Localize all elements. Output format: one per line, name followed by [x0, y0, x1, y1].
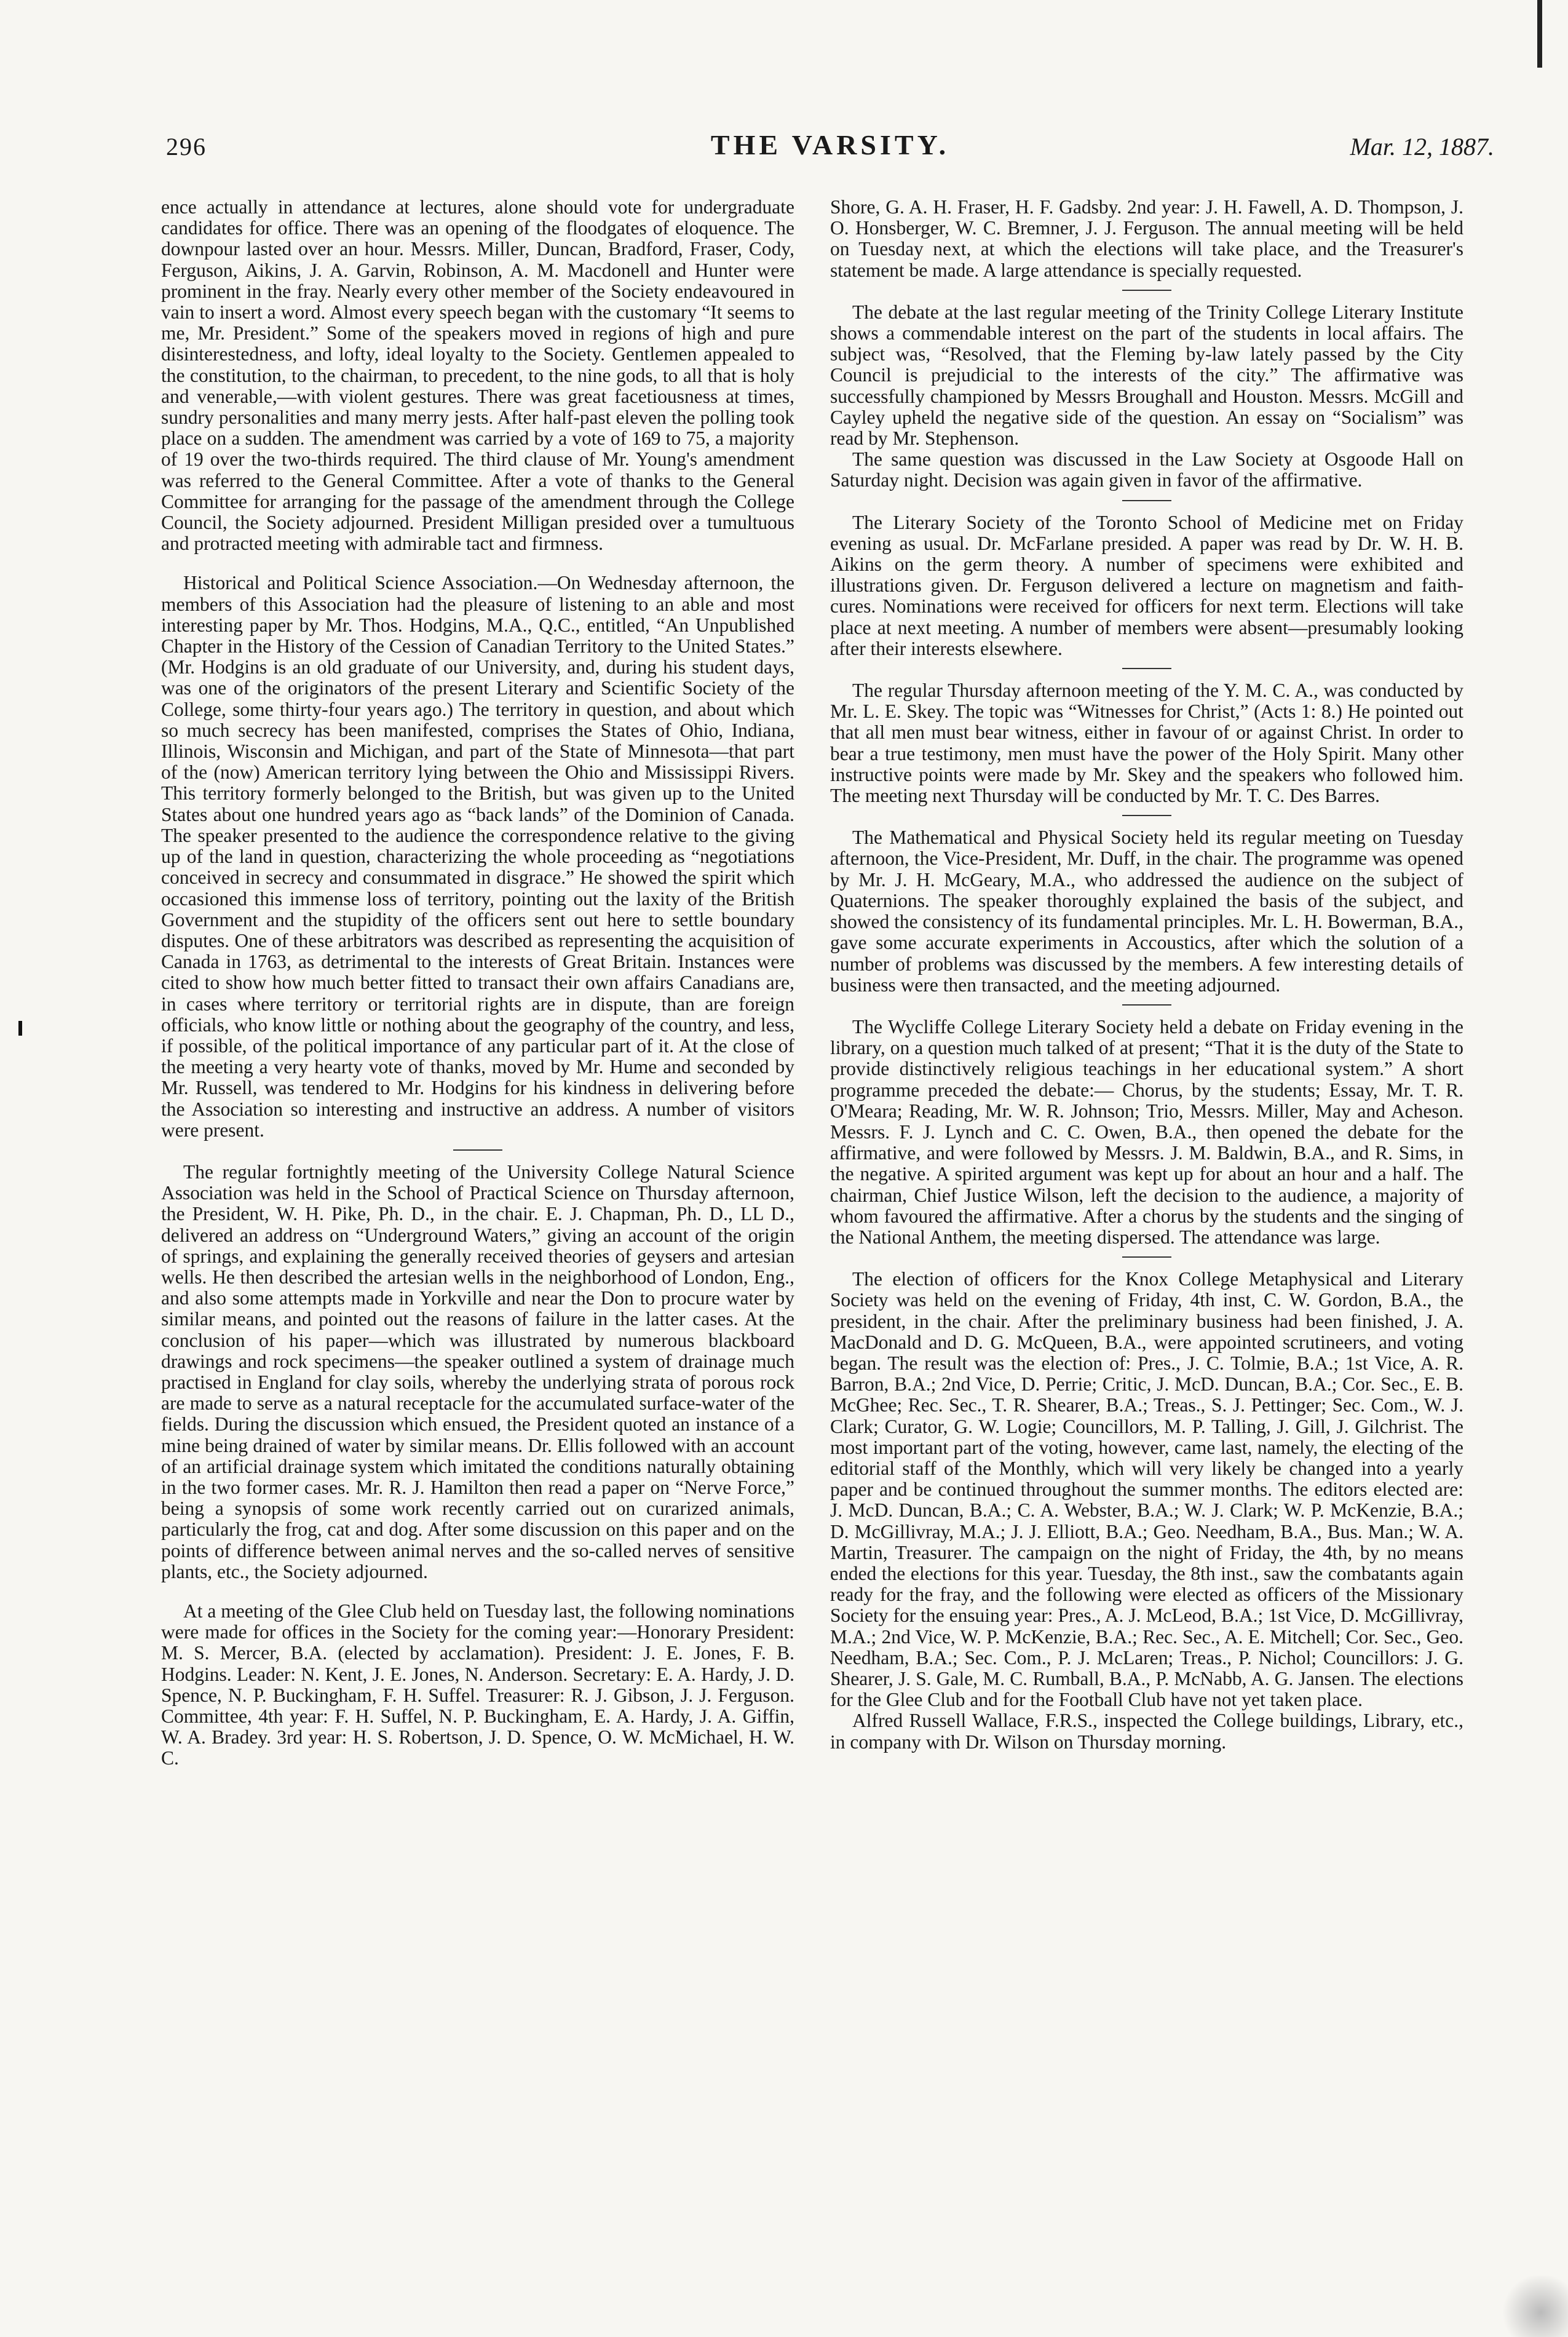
paragraph-glee-club-continued: Shore, G. A. H. Fraser, H. F. Gadsby. 2nd year: J. H. Fawell, A. D. Thompson, J. O. Honsberger, W. C. Bremner, J. J. Ferguson. The annual meeting will be held on Tuesday next, at which the elections will take place, and the Treasurer's statement be made. A large attendance is specially requested. — [830, 196, 1463, 281]
paragraph-school-of-medicine: The Literary Society of the Toronto School of Medicine met on Friday evening as usual. Dr. McFarlane presided. A paper was read by Dr. W. H. B. Aikins on the germ theory. A number of specimens were exhibited and illustrations given. Dr. Ferguson delivered a lecture on magnetism and faith-cures. Nominations were received for officers for next term. Elections will take place at next meeting. A number of members were absent—presumably looking after their interests elsewhere. — [830, 511, 1463, 659]
paragraph-mathematical-physical-society: The Mathematical and Physical Society held its regular meeting on Tuesday afternoon, the Vice-President, Mr. Duff, in the chair. The programme was opened by Mr. J. H. McGeary, M.A., who addressed the audience on the subject of Quaternions. The speaker thoroughly explained the basis of the subject, and showed the consistency of its fundamental principles. Mr. L. H. Bowerman, B.A., gave some accurate experiments in Accoustics, after which the solution of a number of problems was discussed by the members. A few interesting details of business were then transacted, and the meeting adjourned. — [830, 827, 1463, 996]
paragraph-knox-college-elections: The election of officers for the Knox College Metaphysical and Literary Society was held on the evening of Friday, 4th inst, C. W. Gordon, B.A., the president, in the chair. After the preliminary business had been finished, J. A. MacDonald and D. G. McQueen, B.A., were appointed scrutineers, and voting began. The result was the election of: Pres., J. C. Tolmie, B.A.; 1st Vice, A. R. Barron, B.A.; 2nd Vice, D. Perrie; Critic, J. McD. Duncan, B.A.; Cor. Sec., E. B. McGhee; Rec. Sec., T. R. Shearer, B.A.; Treas., S. J. Pettinger; Sec. Com., W. J. Clark; Curator, G. W. Logie; Councillors, M. P. Talling, J. Gill, J. Gilchrist. The most important part of the voting, however, came last, namely, the electing of the editorial staff of the Monthly, which will very likely be changed into a yearly paper and be continued throughout the summer months. The editors elected are: J. McD. Duncan, B.A.; C. A. Webster, B.A.; W. J. Clark; W. P. McKenzie, B.A.; D. McGillivray, M.A.; J. J. Elliott, B.A.; Geo. Needham, B.A., Bus. Man.; W. A. Martin, Treasurer. The campaign on the night of Friday, the 4th, by no means ended the elections for this year. Tuesday, the 8th inst., saw the combatants again ready for the fray, and the following were elected as officers of the Missionary Society for the ensuing year: Pres., A. J. McLeod, B.A.; 1st Vice, D. McGillivray, M.A.; 2nd Vice, W. P. McKenzie, B.A.; Rec. Sec., A. E. Mitchell; Cor. Sec., Geo. Needham, B.A.; Sec. Com., P. J. McLaren; Treas., P. Nichol; Councillors: J. G. Shearer, J. S. Gale, M. C. Rumball, B.A., P. McNabb, A. G. Jansen. The elections for the Glee Club and for the Football Club have not yet taken place. — [830, 1268, 1463, 1711]
paragraph-wycliffe-college-debate: The Wycliffe College Literary Society held a debate on Friday evening in the library, on a question much talked of at present; “That it is the duty of the State to provide distinctively religious teachings in her educational system.” A short programme preceded the debate:— Chorus, by the students; Essay, Mr. T. R. O'Meara; Reading, Mr. W. R. Johnson; Trio, Messrs. Miller, May and Acheson. Messrs. F. J. Lynch and C. C. Owen, B.A., then opened the debate for the affirmative, and were followed by Messrs. J. M. Baldwin, B.A., and R. Sims, in the negative. A spirited argument was kept up for about an hour and a half. The chairman, Chief Justice Wilson, left the decision to the audience, a majority of whom favoured the affirmative. After a chorus by the students and the singing of the National Anthem, the meeting dispersed. The attendance was large. — [830, 1015, 1463, 1248]
section-divider — [1122, 1004, 1171, 1006]
page-header — [166, 129, 1494, 169]
margin-mark — [18, 1021, 22, 1036]
section-divider — [1122, 1256, 1171, 1258]
section-divider — [1122, 500, 1171, 501]
section-divider — [1122, 290, 1171, 291]
section-divider — [453, 1149, 502, 1151]
section-divider — [1122, 668, 1171, 669]
paragraph-ymca-meeting: The regular Thursday afternoon meeting of the Y. M. C. A., was conducted by Mr. L. E. Skey. The topic was “Witnesses for Christ,” (Acts 1: 8.) He pointed out that all men must bear witness, either in favour of or against Christ. In order to bear a true testimony, men must have the power of the Holy Spirit. Many other instructive points were made by Mr. Skey and the speakers who followed him. The meeting next Thursday will be conducted by Mr. T. C. Des Barres. — [830, 680, 1463, 807]
page-number: 296 — [166, 133, 207, 161]
right-column — [830, 197, 1463, 1753]
journal-title: THE VARSITY. — [710, 129, 950, 161]
paragraph-historical-political-science: Historical and Political Science Association.—On Wednesday afternoon, the members of this Association had the pleasure of listening to an able and most interesting paper by Mr. Thos. Hodgins, M.A., Q.C., entitled, “An Unpublished Chapter in the History of the Cession of Canadian Territory to the United States.” (Mr. Hodgins is an old graduate of our University, and, during his student days, was one of the originators of the present Literary and Scientific Society of the College, some thirty-four years ago.) The territory in question, and about which so much secrecy has been manifested, comprises the States of Ohio, Indiana, Illinois, Wisconsin and Michigan, and part of the State of Minnesota—that part of the (now) American territory lying between the Ohio and Mississippi Rivers. This territory formerly belonged to the British, but was given up to the United States about one hundred years ago as “back lands” of the Dominion of Canada. The speaker presented to the audience the correspondence relative to the giving up of the land in question, characterizing the whole proceeding as “negotiations conceived in secrecy and consummated in disgrace.” He showed the spirit which occasioned this immense loss of territory, pointing out the laxity of the British Government and the stupidity of the officers sent out here to settle boundary disputes. One of these arbitrators was described as representing the acquisition of Canada in 1763, as detrimental to the interests of Great Britain. Instances were cited to show how much better fitted to transact their own affairs Canadians are, in cases where territory or territorial rights are in dispute, than are foreign officials, who know little or nothing about the geography of the country, and less, if possible, of the political importance of any particular part of it. At the close of the meeting a very hearty vote of thanks, moved by Mr. Hume and seconded by Mr. Russell, was tendered to Mr. Hodgins for his kindness in delivering before the Association so interesting and instructive an address. A number of visitors were present. — [161, 572, 794, 1141]
paragraph-law-society: The same question was discussed in the Law Society at Osgoode Hall on Saturday night. Decision was again given in favor of the affirmative. — [830, 448, 1463, 491]
scan-edge-mark — [1537, 0, 1542, 68]
left-column — [161, 197, 794, 1769]
paragraph-literary-society-debate: ence actually in attendance at lectures, alone should vote for undergraduate candidates for office. There was an opening of the floodgates of eloquence. The downpour lasted over an hour. Messrs. Miller, Duncan, Bradford, Fraser, Cody, Ferguson, Aikins, J. A. Garvin, Robinson, A. M. Macdonell and Hunter were prominent in the fray. Nearly every other member of the Society endeavoured in vain to insert a word. Almost every speech began with the customary “It seems to me, Mr. President.” Some of the speakers moved in regions of high and pure disinterestedness, and lofty, ideal loyalty to the Society. Gentlemen appealed to the constitution, to the chairman, to precedent, to the nine gods, to all that is holy and venerable,—with violent gestures. There was great facetiousness at times, sundry personalities and many merry jests. After half-past eleven the polling took place on a sudden. The amendment was carried by a vote of 169 to 75, a majority of 19 over the two-thirds required. The third clause of Mr. Young's amendment was referred to the General Committee. After a vote of thanks to the General Committee for arranging for the passage of the amendment through the College Council, the Society adjourned. President Milligan presided over a tumultuous and protracted meeting with admirable tact and firmness. — [161, 196, 794, 555]
section-divider — [1122, 815, 1171, 816]
issue-date: Mar. 12, 1887. — [1350, 133, 1494, 161]
page-corner-smudge — [1500, 2276, 1568, 2337]
paragraph-glee-club-nominations: At a meeting of the Glee Club held on Tuesday last, the following nominations were made for offices in the Society for the coming year:—Honorary President: M. S. Mercer, B.A. (elected by acclamation). President: J. E. Jones, F. B. Hodgins. Leader: N. Kent, J. E. Jones, N. Anderson. Secretary: E. A. Hardy, J. D. Spence, N. P. Buckingham, F. H. Suffel. Treasurer: R. J. Gibson, J. J. Ferguson. Committee, 4th year: F. H. Suffel, N. P. Buckingham, E. A. Hardy, J. A. Giffin, W. A. Bradey. 3rd year: H. S. Robertson, J. D. Spence, O. W. McMichael, H. W. C. — [161, 1600, 794, 1769]
paragraph-wallace-visit: Alfred Russell Wallace, F.R.S., inspected the College buildings, Library, etc., in company with Dr. Wilson on Thursday morning. — [830, 1710, 1463, 1753]
paragraph-natural-science-association: The regular fortnightly meeting of the University College Natural Science Association was held in the School of Practical Science on Thursday afternoon, the President, W. H. Pike, Ph. D., in the chair. E. J. Chapman, Ph. D., LL D., delivered an address on “Underground Waters,” giving an account of the origin of springs, and explaining the generally received theories of geysers and artesian wells. He then described the artesian wells in the neighborhood of London, Eng., and also some attempts made in Yorkville and near the Don to procure water by similar means, and pointed out the reasons of failure in the latter cases. At the conclusion of his paper—which was illustrated by numerous blackboard drawings and rock specimens—the speaker outlined a system of drainage much practised in England for clay soils, whereby the underlying strata of porous rock are made to serve as a natural receptacle for the accumulated surface-water of the fields. During the discussion which ensued, the President quoted an instance of a mine being drained of water by similar means. Dr. Ellis followed with an account of an artificial drainage system which imitated the conditions naturally obtaining in the two former cases. Mr. R. J. Hamilton then read a paper on “Nerve Force,” being a synopsis of some work recently carried out on curarized animals, particularly the frog, cat and dog. After some discussion on this paper and on the points of difference between animal nerves and the so-called nerves of sensitive plants, etc., the Society adjourned. — [161, 1161, 794, 1582]
paragraph-trinity-college-debate: The debate at the last regular meeting of the Trinity College Literary Institute shows a commendable interest on the part of the students in local affairs. The subject was, “Resolved, that the Fleming by-law lately passed by the City Council is prejudicial to the interests of the city.” The affirmative was successfully championed by Messrs Broughall and Houston. Messrs. McGill and Cayley upheld the negative side of the question. An essay on “Socialism” was read by Mr. Stephenson. — [830, 301, 1463, 450]
